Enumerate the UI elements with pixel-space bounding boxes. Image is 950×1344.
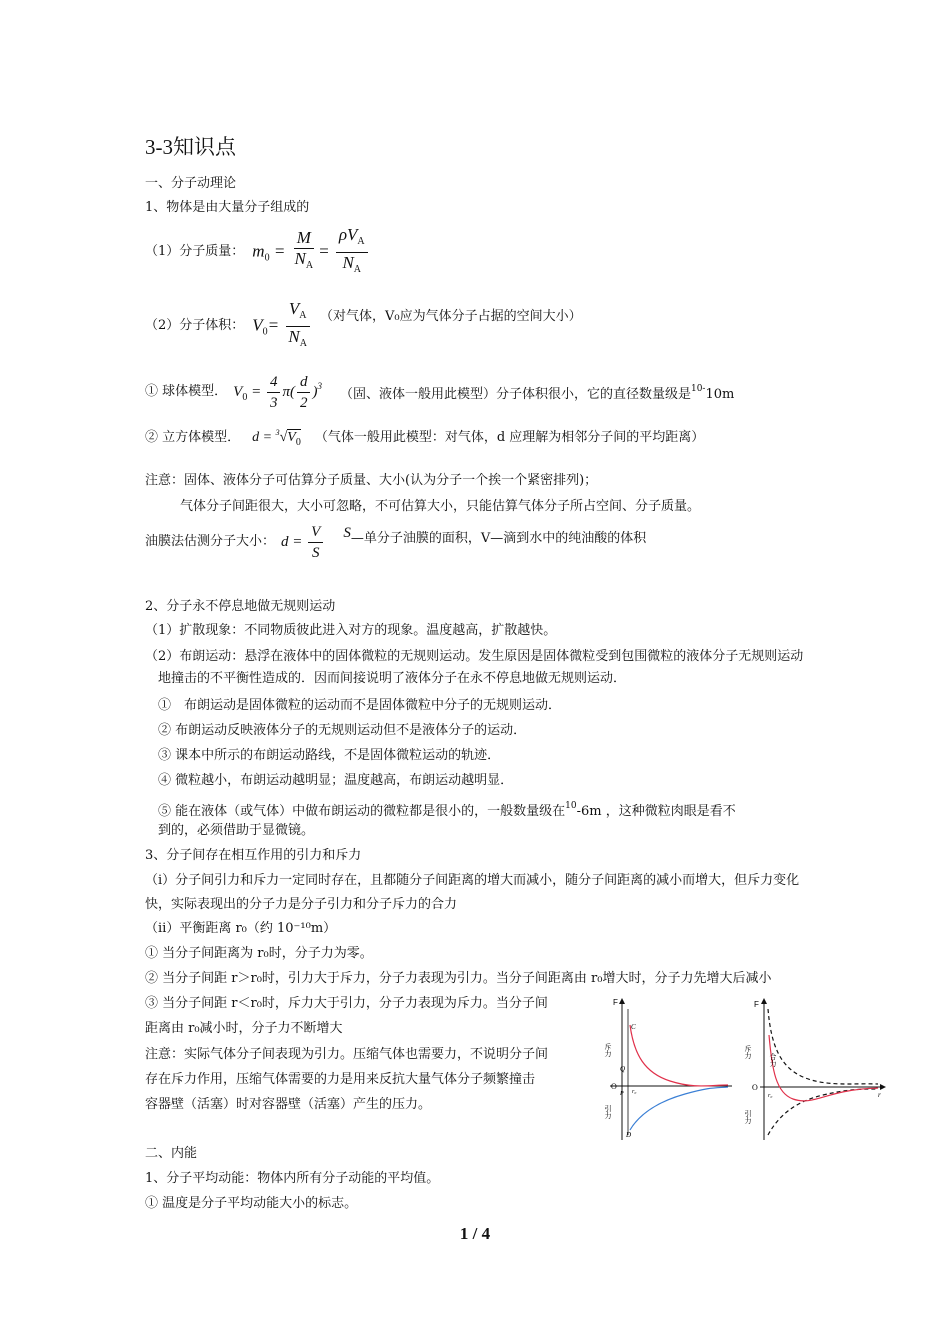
graph1-point-D: D (626, 1131, 632, 1139)
subsection-2: 2、分子永不停息地做无规则运动 (145, 599, 336, 614)
force-text-5: ② 当分子间距 r＞r₀时，引力大于斥力，分子力表现为引力。当分子间距离由 r₀增大时，分子力先增大后减小 (145, 971, 772, 986)
section-heading-2: 二、内能 (145, 1146, 198, 1161)
subsection-1: 1、物体是由大量分子组成的 (145, 200, 310, 215)
diffusion-text: （1）扩散现象：不同物质彼此进入对方的现象。温度越高，扩散越快。 (145, 623, 557, 638)
force-text-8: 注意：实际气体分子间表现为引力。压缩气体也需要力，不说明分子间 (145, 1047, 549, 1062)
graph2-axis-F: F (754, 1000, 759, 1009)
graph1-repel-label: 斥力 (604, 1043, 612, 1057)
graph2-axis-r: r (878, 1091, 881, 1099)
brownian-point-5: ⑤ 能在液体（或气体）中做布朗运动的微粒都是很小的，一般数量级在$^{10}$-6m ，这种微粒肉眼是看不 (158, 801, 736, 819)
force-text-2: 快，实际表现出的分子力是分子引力和分子斥力的合力 (145, 897, 458, 912)
graph1-attract-label: 引力 (604, 1105, 612, 1119)
volume-note: （对气体，V₀应为气体分子占据的空间大小） (319, 309, 582, 324)
force-text-1: （ⅰ）分子间引力和斥力一定同时存在，且都随分子间距离的增大而减小，随分子间距离的减小而增大，但斥力变化 (145, 873, 800, 888)
graph1-point-P: P (620, 1091, 624, 1097)
brownian-text-2: 地撞击的不平衡性造成的．因而间接说明了液体分子在永不停息地做无规则运动． (158, 671, 627, 686)
page-title: 3-3知识点 (145, 135, 236, 159)
section-heading-1: 一、分子动理论 (145, 176, 237, 191)
graph2-r0: r₀ (768, 1093, 773, 1099)
graph1-axis-F: F (613, 998, 618, 1007)
brownian-point-5-cont: 到的，必须借助于显微镜。 (158, 823, 315, 838)
notice-1: 注意：固体、液体分子可估算分子质量、大小(认为分子一个挨一个紧密排列)； (145, 473, 598, 488)
brownian-point-1: ① 布朗运动是固体微粒的运动而不是固体微粒中分子的无规则运动． (158, 698, 562, 713)
brownian-point-4: ④ 微粒越小，布朗运动越明显；温度越高，布朗运动越明显． (158, 773, 514, 788)
cube-note: （气体一般用此模型：对气体，d 应理解为相邻分子间的平均距离） (314, 430, 705, 445)
subsection-3: 3、分子间存在相互作用的引力和斥力 (145, 848, 362, 863)
oil-S: S (343, 525, 351, 541)
force-text-10: 容器壁（活塞）时对容器壁（活塞）产生的压力。 (145, 1097, 432, 1112)
graph1-origin: O (611, 1082, 617, 1091)
force-text-4: ① 当分子间距离为 r₀时，分子力为零。 (145, 946, 373, 961)
volume-label: （2）分子体积： (145, 318, 245, 333)
force-text-7: 距离由 r₀减小时，分子力不断增大 (145, 1021, 343, 1036)
graph1-point-C: C (631, 1023, 636, 1031)
oil-film-line (145, 520, 646, 564)
mass-formula-line (145, 224, 370, 275)
graph2-origin: O (752, 1083, 758, 1092)
sphere-formula: $V_0$ = $\frac{4}{3}$ π( $\frac{d}{2}$ )$^3$ (233, 373, 322, 411)
cube-label: ② 立方体模型． (145, 430, 241, 445)
mass-formula: $m_0$ = $\frac{M}{N_A}$ = $\frac{\rho V_A}{N_A}$ (252, 226, 369, 279)
sphere-model-line (145, 372, 734, 412)
mass-label: （1）分子质量： (145, 244, 245, 259)
force-text-6: ③ 当分子间距 r＜r₀时，斥力大于引力，分子力表现为斥力。当分子间 (145, 996, 548, 1011)
oil-label: 油膜法估测分子大小： (145, 534, 276, 549)
force-graph-net (738, 995, 888, 1145)
brownian-point-3: ③ 课本中所示的布朗运动路线，不是固体微粒运动的轨迹． (158, 748, 501, 763)
sphere-label: ① 球体模型． (145, 384, 228, 399)
force-text-9: 存在斥力作用，压缩气体需要的力是用来反抗大量气体分子频繁撞击 (145, 1072, 536, 1087)
volume-formula-line (145, 298, 582, 349)
oil-note: —单分子油膜的面积，V—滴到水中的纯油酸的体积 (350, 531, 647, 546)
graph1-point-Q: Q (620, 1065, 626, 1073)
force-text-3: （ⅱ）平衡距离 r₀（约 10⁻¹⁰m） (145, 921, 337, 936)
notice-2: 气体分子间距很大，大小可忽略，不可估算大小，只能估算气体分子所占空间、分子质量。 (180, 499, 701, 514)
cube-model-line (145, 425, 704, 451)
graph2-attract-label: 引力 (744, 1110, 752, 1124)
oil-formula: d = $\frac{V}{S}$ (281, 523, 325, 562)
brownian-text-1: （2）布朗运动：悬浮在液体中的固体微粒的无规则运动。发生原因是固体微粒受到包围微粒的液体分子无规则运动 (145, 649, 804, 664)
volume-formula: $V_0=$ $\frac{V_A}{N_A}$ (252, 300, 312, 353)
graph2-net-label: 合力 (769, 1053, 777, 1067)
page-number: 1 / 4 (459, 1224, 491, 1243)
force-graph-separate (600, 995, 740, 1145)
cube-formula: $d = ^3√V_0$ (252, 428, 301, 448)
graph1-r0: r₀ (632, 1089, 637, 1095)
avg-kinetic-energy: 1、分子平均动能：物体内所有分子动能的平均值。 (145, 1171, 440, 1186)
temperature-note: ① 温度是分子平均动能大小的标志。 (145, 1196, 358, 1211)
sphere-note: （固、液体一般用此模型）分子体积很小，它的直径数量级是$^{10-}$10m (339, 384, 735, 402)
graph2-repel-label: 斥力 (744, 1045, 752, 1059)
brownian-point-2: ② 布朗运动反映液体分子的无规则运动但不是液体分子的运动． (158, 723, 527, 738)
